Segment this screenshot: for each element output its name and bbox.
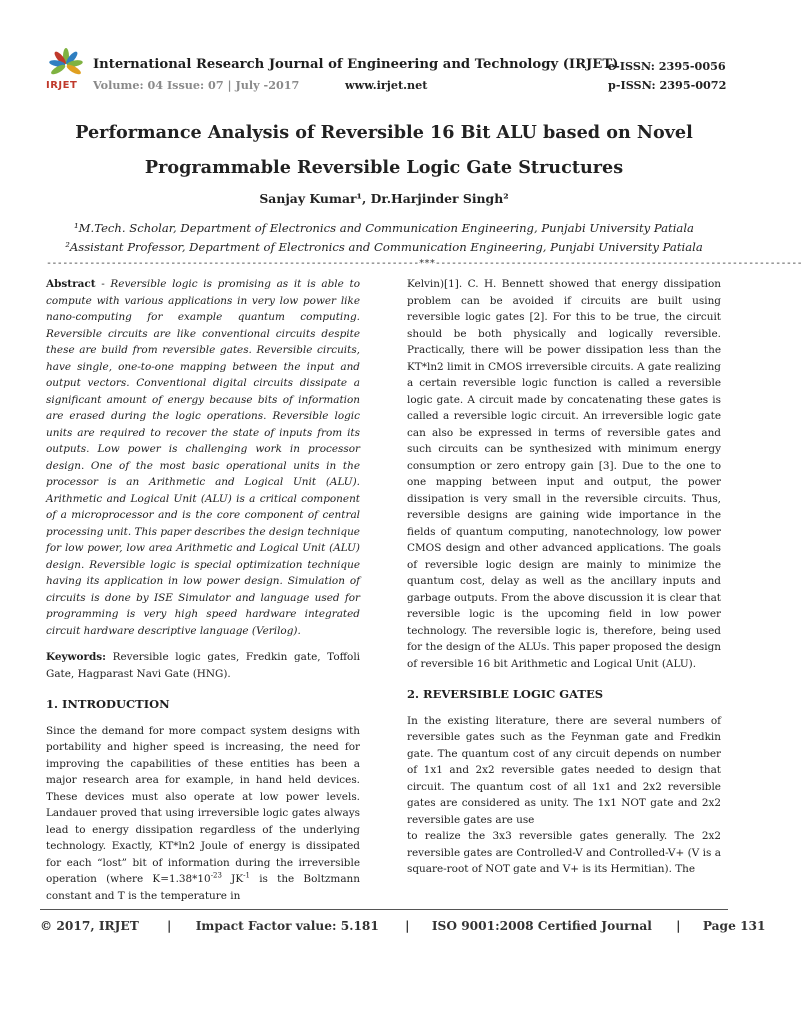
abstract-paragraph: [46, 276, 360, 639]
journal-title: International Research Journal of Engineering and Technology (IRJET): [93, 57, 619, 72]
logo-text: IRJET: [46, 80, 78, 91]
abstract-label: Abstract: [46, 278, 96, 290]
pissn: p-ISSN: 2395-0072: [608, 78, 727, 92]
abstract-text: Reversible logic is promising as it is able to compute with various applications in very low power like nano-computing for example quantum computing. Reversible circuits are like conventional circuits despite these are build from reversible gates. Reversible circuits, have single, one-to-one mapping between the input and output vectors. Conventional digital circuits dissipate a significant amount of energy because bits of information are erased during the logic operations. Reversible logic units are required to recover the state of inputs from its outputs. Low power is challenging work in processor design. One of the most basic operational units in the processor is an Arithmetic and Logical Unit (ALU). Arithmetic and Logical Unit (ALU) is a critical component of a microprocessor and is the core component of central processing unit. This paper describes the design technique for low power, low area Arithmetic and Logical Unit (ALU) design. Reversible logic is special optimization technique having its application in low power design. Simulation of circuits is done by ISE Simulator and language used for programming is very high speed hardware integrated circuit hardware descriptive language (Verilog).: [46, 278, 360, 637]
website-link[interactable]: www.irjet.net: [345, 78, 428, 92]
introduction-paragraph: [46, 723, 360, 905]
volume-line: Volume: 04 Issue: 07 | July -2017: [93, 78, 300, 92]
section-2-paragraph-2: to realize the 3x3 reversible gates generally. The 2x2 reversible gates are Controlled-V and Controlled-V+ (V is a square-root of NOT gate and V+ is its Hermitian). The: [407, 830, 721, 875]
intro-exponent-1: -23: [210, 871, 222, 880]
footer-iso: ISO 9001:2008 Certified Journal: [431, 919, 652, 933]
section-2-paragraph-1: In the existing literature, there are several numbers of reversible gates such as the Feynman gate and Fredkin gate. The quantum cost of any circuit depends on number of 1x1 and 2x2 reversible gates needed to design that circuit. The quantum cost of all 1x1 and 2x2 reversible gates are considered as unity. The 1x1 NOT gate and 2x2 reversible gates are use: [407, 714, 721, 826]
keywords-label: Keywords:: [46, 651, 107, 663]
intro-text-3: is the Boltzmann constant and T is the temperature in: [46, 873, 360, 902]
intro-text-1: Since the demand for more compact system designs with portability and higher speed is increasing, the need for improving the capabilities of these entities has been a major research area for example, in hand held devices. These devices must also operate at low power levels. Landauer proved that using irreversible logic gates always lead to energy dissipation regardless of the underlying technology. Exactly, KT*ln2 Joule of energy is dissipated for each “lost” bit of information during the irreversible operation (where K=1.38*10: [46, 724, 360, 885]
affiliation-1: ¹M.Tech. Scholar, Department of Electronics and Communication Engineering, Punjabi University Patiala: [74, 221, 694, 235]
right-column: [407, 276, 721, 878]
left-column: [46, 276, 360, 904]
footer-page-number: Page 131: [702, 919, 766, 933]
keywords-paragraph: [46, 649, 360, 682]
footer-separator: |: [405, 919, 410, 933]
footer-rule: [40, 909, 728, 910]
page-header: [0, 0, 768, 100]
intro-text-2: JK: [221, 873, 244, 885]
section-1-heading: 1. INTRODUCTION: [46, 697, 170, 711]
paper-title-line-2: Programmable Reversible Logic Gate Structures: [144, 157, 624, 178]
paper-title-line-1: Performance Analysis of Reversible 16 Bit ALU based on Novel: [75, 122, 693, 143]
intro-continuation-paragraph: Kelvin)[1]. C. H. Bennett showed that energy dissipation problem can be avoided if circuits are built using reversible logic gates [2]. For this to be true, the circuit should be both physically and logically reversible. Practically, there will be power dissipation less than the KT*ln2 limit in CMOS irreversible circuits. A gate realizing a certain reversible logic function is called a reversible logic gate. A circuit made by concatenating these gates is called a reversible logic circuit. An irreversible logic gate can also be expressed in terms of reversible gates and such circuits can be synthesized with minimum energy consumption or zero entropy gain [3]. Due to the one to one mapping between input and output, the power dissipation is very small in the reversible circuits. Thus, reversible designs are gaining wide importance in the fields of quantum computing, nanotechnology, low power CMOS design and other advanced applications. The goals of reversible logic design are mainly to minimize the quantum cost, delay as well as the ancillary inputs and garbage outputs. From the above discussion it is clear that reversible logic is the upcoming field in low power technology. The reversible logic is, therefore, being used for the design of the ALUs. This paper proposed the design of reversible 16 bit Arithmetic and Logical Unit (ALU).: [407, 278, 721, 670]
separator-line: ---------------------------------------------------------------------***--------------------------------------------------------------------: [46, 258, 802, 269]
abstract-dash: -: [95, 278, 111, 290]
section-2-heading: 2. REVERSIBLE LOGIC GATES: [407, 687, 604, 701]
footer-separator: |: [676, 919, 681, 933]
footer-impact-factor: Impact Factor value: 5.181: [195, 919, 379, 933]
footer-separator: |: [167, 919, 172, 933]
authors: Sanjay Kumar¹, Dr.Harjinder Singh²: [259, 191, 509, 206]
page-footer: [40, 919, 766, 933]
intro-exponent-2: -1: [243, 871, 250, 880]
affiliation-2: ²Assistant Professor, Department of Electronics and Communication Engineering, Punjabi University Patiala: [65, 240, 703, 254]
eissn: e-ISSN: 2395-0056: [608, 59, 726, 73]
keywords-text: Reversible logic gates, Fredkin gate, Toffoli Gate, Hagparast Navi Gate (HNG).: [46, 651, 360, 680]
footer-copyright: © 2017, IRJET: [40, 919, 139, 933]
